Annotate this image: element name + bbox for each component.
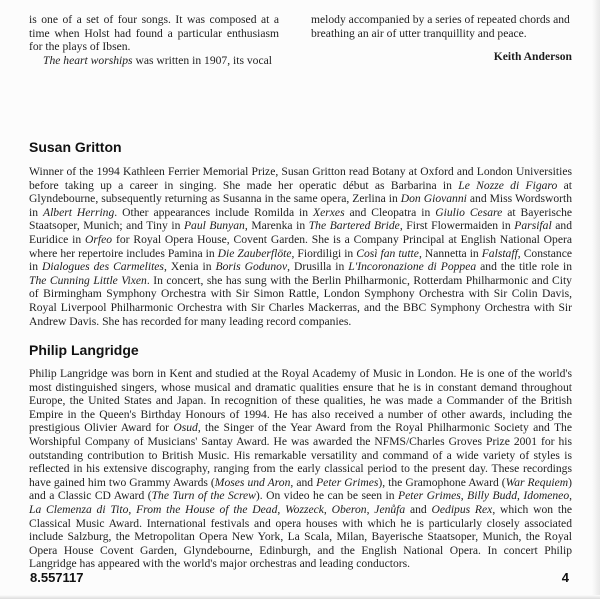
- bio-text: . In concert, she has sung with the Berlin Philharmonic, Rotterdam Philharmonic and City of Birmingham Symphony Orchestra with Sir Simon Rattle, London Symphony Orchestra with Sir Colin Davis, Royal Liverpool Philharmonic Orchestra with Sir Charles Mackerras, and the BBC Symphony Orchestra with Sir Andrew Davis. She has recorded for many leading record companies.: [29, 273, 572, 328]
- italic-title: The Cunning Little Vixen: [29, 273, 147, 287]
- italic-title: The Bartered Bride: [308, 219, 400, 233]
- italic-title: Giulio Cesare: [435, 205, 503, 219]
- bio-text: Philip Langridge was born in Kent and studied at the Royal Academy of Music in London. He is one of the world's most distinguished singers, whose musical and dramatic qualities ensure that he is in constant demand throughout Europe, the United States and Japan. In recognition of these qualities, he was made a Commander of the British Empire in the Queen's Birthday Honours of 1994. He has also received a number of other awards, including the prestigious Olivier Award for: [29, 367, 572, 435]
- page-number: 4: [561, 570, 569, 585]
- italic-title: Osud: [173, 421, 198, 435]
- bio-text: ,: [277, 502, 286, 516]
- italic-title: Così fan tutte: [356, 246, 419, 260]
- italic-title: Albert Herring: [42, 205, 115, 219]
- italic-title: Billy Budd: [467, 489, 518, 503]
- bio-text: , Constance in: [29, 246, 572, 274]
- intro-left-column: [29, 13, 279, 67]
- italic-title: War Requiem: [505, 475, 569, 489]
- section-heading-susan-gritton: Susan Gritton: [29, 139, 122, 155]
- bio-text: , First Flowermaiden in: [399, 219, 515, 233]
- bio-text: , Nannetta in: [418, 246, 482, 260]
- italic-title: L'Incoronazione di Poppea: [348, 260, 477, 274]
- italic-title: Peter Grimes: [316, 475, 379, 489]
- bio-text: for Royal Opera House, Covent Garden. She is a Company Principal at English National Opera where her repertoire includes Pamina in: [29, 232, 572, 260]
- bio-text: Winner of the 1994 Kathleen Ferrier Memorial Prize, Susan Gritton read Botany at Oxford and London Universities before taking up a career in singing. She made her operatic début as Barbarina in: [29, 165, 572, 192]
- bio-text: at Glyndebourne, subsequently returning as Susanna in the same opera, Zerlina in: [29, 178, 572, 206]
- italic-title: Jenůfa: [374, 502, 406, 516]
- italic-title: Moses und Aron: [214, 475, 291, 489]
- bio-susan-gritton: [29, 165, 572, 328]
- bio-text: , Xenia in: [163, 260, 216, 274]
- bio-text: ,: [366, 502, 375, 516]
- intro-continuation: melody accompanied by a series of repeated chords and breathing an air of utter tranquillity and peace.: [311, 13, 570, 40]
- italic-title: Oedipus Rex: [431, 502, 493, 516]
- catalogue-number: 8.557117: [30, 570, 84, 585]
- italic-title: Oberon: [331, 502, 367, 516]
- intro-paragraph-2-text: was written in 1907, its vocal: [132, 53, 272, 67]
- section-heading-philip-langridge: Philip Langridge: [29, 342, 139, 358]
- italic-title: Orfeo: [85, 232, 113, 246]
- page-edge-shadow: [592, 0, 600, 599]
- bio-text: ,: [569, 489, 573, 503]
- bio-text: ,: [460, 489, 468, 503]
- author-signature: Keith Anderson: [493, 50, 572, 64]
- bio-text: and Cleopatra in: [344, 205, 436, 219]
- italic-title: La Clemenza di Tito: [29, 502, 129, 516]
- bio-text: at Bayerische Staatsoper, Munich; and Tiny in: [29, 205, 573, 233]
- bio-text: , which won the Classical Music Award. International festivals and opera houses with which he is particularly closely associated include Salzburg, the Metropolitan Opera New York, La Scala, Milan, Bayerische Staatsoper, Munich, the Royal Opera House Covent Garden, Glyndebourne, Edinburgh, and the English National Opera. In concert Philip Langridge has appeared with the world's major orchestras and leading conductors.: [29, 502, 573, 571]
- italic-title: Xerxes: [313, 205, 345, 219]
- bio-text: ) and a Classic CD Award (: [29, 475, 572, 503]
- italic-title: Idomeneo: [523, 489, 570, 503]
- bio-text: , Drusilla in: [287, 260, 349, 274]
- bio-text: ,: [517, 489, 524, 503]
- bio-text: ,: [128, 502, 137, 516]
- italic-title: Peter Grimes: [398, 489, 461, 503]
- bio-text: ). On video he can be seen in: [255, 489, 399, 503]
- page-bottom-shadow: [0, 595, 600, 599]
- intro-right-column: [311, 13, 572, 64]
- song-title: The heart worships: [43, 53, 133, 67]
- intro-paragraph-1: is one of a set of four songs. It was composed at a time when Holst had found a particular enthusiasm for the plays of Ibsen.: [29, 13, 279, 54]
- italic-title: Die Zauberflöte: [217, 246, 292, 260]
- bio-text: , Marenka in: [244, 219, 309, 233]
- italic-title: From the House of the Dead: [136, 502, 278, 516]
- bio-text: and Miss Wordsworth in: [29, 192, 572, 219]
- italic-title: Paul Bunyan: [183, 219, 245, 233]
- bio-philip-langridge: [29, 367, 572, 571]
- italic-title: The Turn of the Screw: [151, 489, 256, 503]
- italic-title: Le Nozze di Figaro: [458, 178, 558, 192]
- italic-title: Dialogues des Carmelites: [42, 260, 164, 274]
- bio-text: and: [405, 502, 432, 516]
- bio-text: ), the Gramophone Award (: [378, 475, 506, 489]
- italic-title: Don Giovanni: [400, 192, 467, 206]
- bio-text: . Other appearances include Romilda in: [114, 205, 314, 219]
- bio-text: ,: [323, 502, 332, 516]
- bio-text: , and: [290, 475, 317, 489]
- italic-title: Parsifal: [514, 219, 552, 233]
- italic-title: Falstaff: [481, 246, 518, 260]
- bio-text: , the Singer of the Year Award from the Royal Philharmonic Society and The Worshipful Company of Musicians' Santay Award. He was awarded the NFMS/Charles Groves Prize 2001 for his outstanding contribution to British Music. His remarkable versatility and command of a wide variety of styles is reflected in his extensive discography, ranging from the early classical period to the present day. These recordings have gained him two Grammy Awards (: [29, 421, 572, 489]
- italic-title: Boris Godunov: [215, 260, 288, 274]
- intro-paragraph-2: [29, 54, 279, 68]
- bio-text: and Euridice in: [29, 219, 572, 246]
- bio-text: and the title role in: [476, 260, 573, 274]
- italic-title: Wozzeck: [285, 502, 324, 516]
- bio-text: , Fiordiligi in: [291, 246, 357, 260]
